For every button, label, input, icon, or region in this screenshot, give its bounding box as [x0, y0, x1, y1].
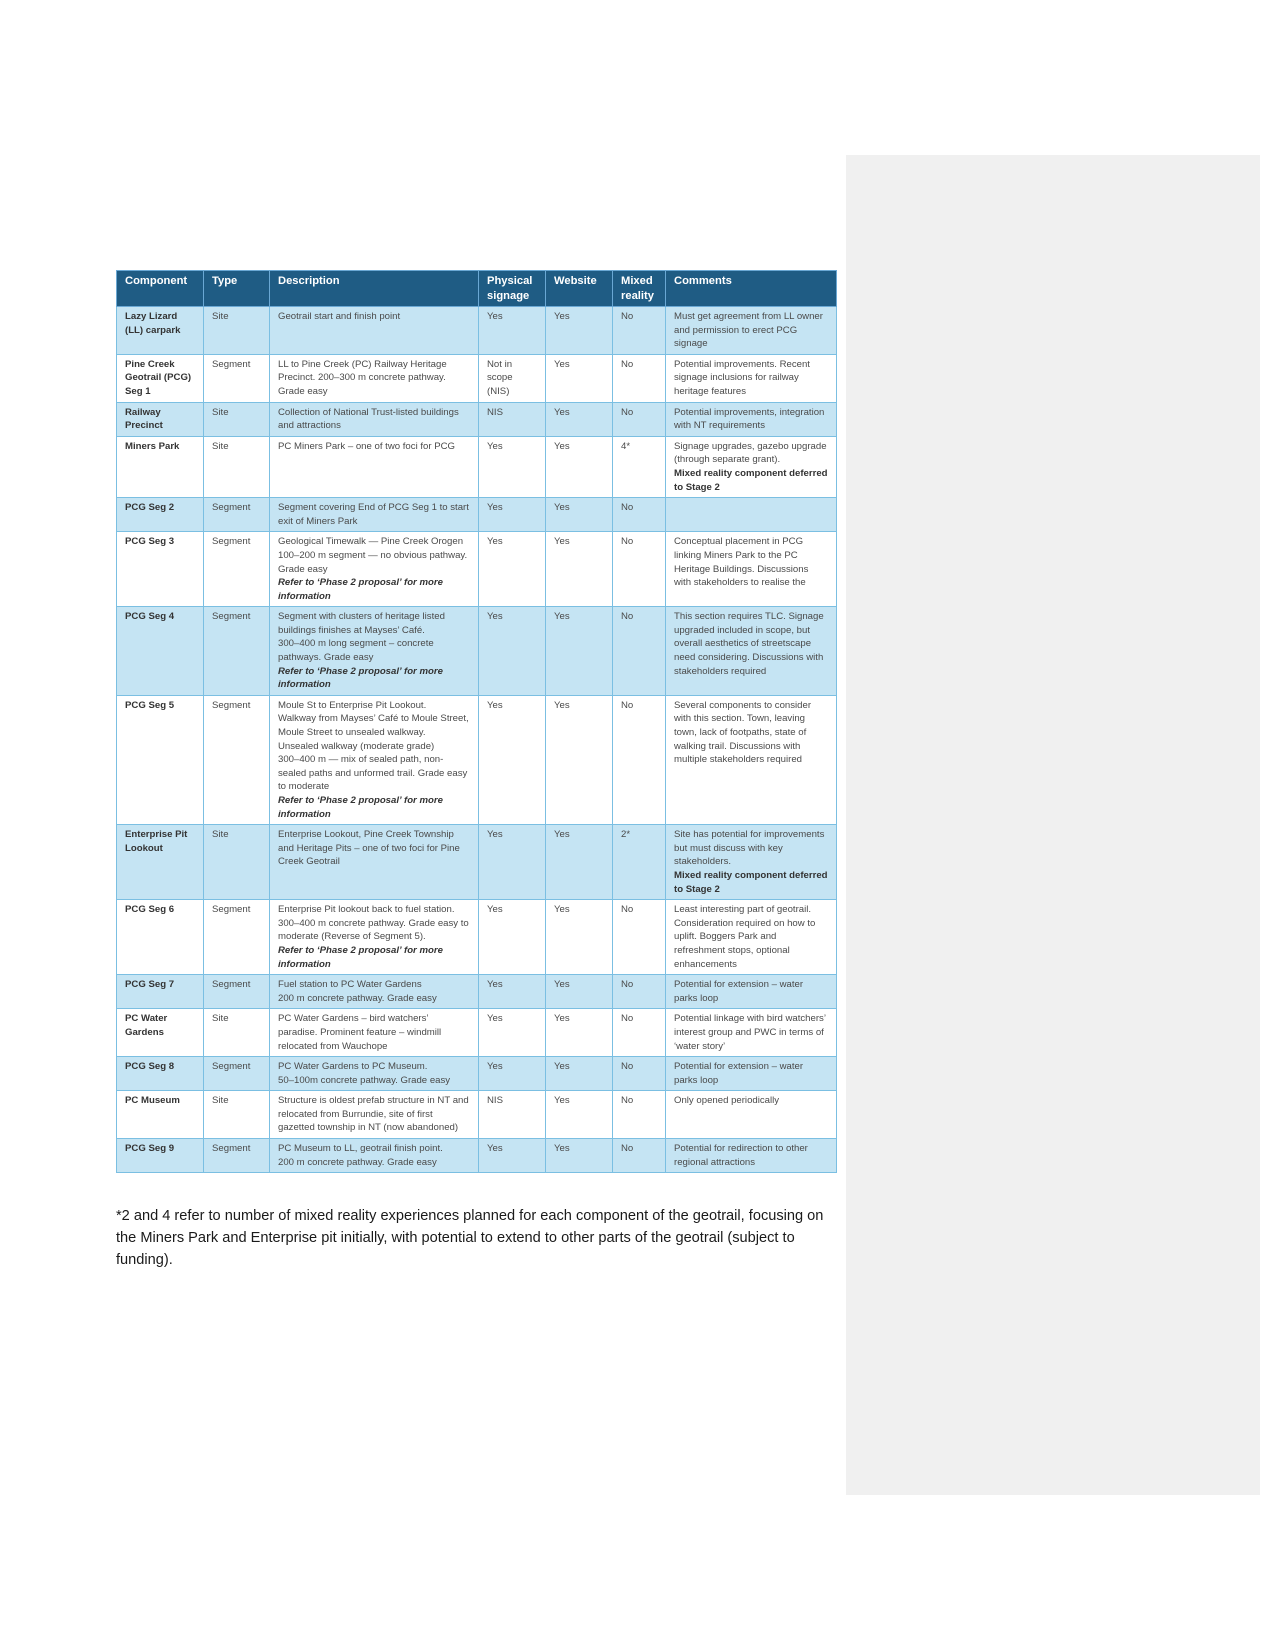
description-line: PC Water Gardens – bird watchers’ paradise. Prominent feature – windmill relocated from Wauchope	[278, 1013, 442, 1052]
comment-line: Potential linkage with bird watchers’ interest group and PWC in terms of ‘water story’	[674, 1013, 826, 1052]
component-cell: Enterprise Pit Lookout	[117, 825, 204, 900]
comment-line: Site has potential for improvements but must discuss with key stakeholders.	[674, 829, 825, 868]
component-cell: Railway Precinct	[117, 402, 204, 436]
mixed-reality-cell: No	[613, 532, 666, 607]
phase-2-reference: Refer to ‘Phase 2 proposal’ for more information	[278, 944, 443, 970]
physical-signage-cell: Not in scope (NIS)	[479, 354, 546, 402]
website-cell: Yes	[546, 307, 613, 355]
table-row	[117, 695, 837, 824]
mixed-reality-cell: No	[613, 900, 666, 975]
description-line: Walkway from Mayses’ Café to Moule Street,	[278, 713, 469, 725]
comment-line: Must get agreement from LL owner and permission to erect PCG signage	[674, 311, 823, 350]
description-line: Enterprise Lookout, Pine Creek Township and Heritage Pits – one of two foci for Pine Creek Geotrail	[278, 829, 460, 868]
geotrail-components-table	[116, 270, 837, 1173]
mixed-reality-deferred-note: Mixed reality component deferred to Stage 2	[674, 869, 828, 895]
physical-signage-cell: Yes	[479, 532, 546, 607]
component-cell: Pine Creek Geotrail (PCG) Seg 1	[117, 354, 204, 402]
table-row	[117, 900, 837, 975]
table-header-row	[117, 271, 837, 307]
phase-2-reference: Refer to ‘Phase 2 proposal’ for more information	[278, 795, 443, 820]
component-cell: PCG Seg 3	[117, 532, 204, 607]
description-line: Segment covering End of PCG Seg 1 to start exit of Miners Park	[278, 502, 469, 527]
type-cell: Segment	[204, 532, 270, 607]
table-row	[117, 498, 837, 532]
table-body	[117, 307, 837, 1173]
header-mixed-reality: Mixed reality	[613, 271, 666, 307]
website-cell: Yes	[546, 436, 613, 497]
description-line: Fuel station to PC Water Gardens	[278, 979, 422, 991]
component-cell: Miners Park	[117, 436, 204, 497]
table-row	[117, 354, 837, 402]
comment-line: Conceptual placement in PCG linking Miners Park to the PC Heritage Buildings. Discussions with stakeholders to realise the	[674, 536, 809, 589]
description-line: PC Museum to LL, geotrail finish point.	[278, 1143, 443, 1155]
website-cell: Yes	[546, 975, 613, 1009]
website-cell: Yes	[546, 607, 613, 696]
description-cell	[270, 1057, 479, 1091]
mixed-reality-cell: 4*	[613, 436, 666, 497]
component-cell: PCG Seg 9	[117, 1139, 204, 1173]
physical-signage-cell: Yes	[479, 607, 546, 696]
comment-line: Potential for extension – water parks loop	[674, 979, 804, 1004]
comments-cell	[666, 900, 837, 975]
comment-line: Potential for redirection to other regional attractions	[674, 1143, 808, 1168]
header-website: Website	[546, 271, 613, 307]
type-cell: Site	[204, 307, 270, 355]
physical-signage-cell: Yes	[479, 825, 546, 900]
table-row	[117, 532, 837, 607]
description-line: PC Miners Park – one of two foci for PCG	[278, 440, 456, 452]
header-component: Component	[117, 271, 204, 307]
website-cell: Yes	[546, 532, 613, 607]
physical-signage-cell: Yes	[479, 975, 546, 1009]
comment-line: Potential for extension – water parks loop	[674, 1061, 804, 1086]
mixed-reality-cell: No	[613, 354, 666, 402]
comments-cell	[666, 1091, 837, 1139]
footnote: *2 and 4 refer to number of mixed reality experiences planned for each component of the geotrail, focusing on the Miners Park and Enterprise pit initially, with potential to extend to other parts of the geotrail (subject to funding).	[116, 1208, 824, 1268]
description-line: Geological Timewalk — Pine Creek Orogen	[278, 536, 464, 548]
description-line: 100–200 m segment — no obvious pathway. Grade easy	[278, 549, 468, 575]
website-cell: Yes	[546, 1009, 613, 1057]
type-cell: Site	[204, 402, 270, 436]
component-cell: Lazy Lizard (LL) carpark	[117, 307, 204, 355]
description-cell	[270, 402, 479, 436]
comment-line: Potential improvements, integration with NT requirements	[674, 406, 825, 432]
description-line: 300–400 m long segment – concrete pathways. Grade easy	[278, 638, 434, 664]
physical-signage-cell: NIS	[479, 402, 546, 436]
description-line: 200 m concrete pathway. Grade easy	[278, 992, 437, 1004]
geotrail-components-table-wrap	[116, 270, 836, 1173]
comments-cell	[666, 975, 837, 1009]
type-cell: Site	[204, 825, 270, 900]
type-cell: Site	[204, 1091, 270, 1139]
description-cell	[270, 695, 479, 824]
description-line: Collection of National Trust-listed buildings and attractions	[278, 406, 459, 432]
comment-line: Only opened periodically	[674, 1095, 780, 1107]
type-cell: Segment	[204, 900, 270, 975]
description-cell	[270, 1091, 479, 1139]
header-comments: Comments	[666, 271, 837, 307]
comments-cell	[666, 436, 837, 497]
component-cell: PCG Seg 6	[117, 900, 204, 975]
table-row	[117, 307, 837, 355]
description-line: Moule St to Enterprise Pit Lookout.	[278, 699, 427, 711]
table-row	[117, 607, 837, 696]
comments-cell	[666, 498, 837, 532]
type-cell: Segment	[204, 498, 270, 532]
mixed-reality-cell: No	[613, 695, 666, 824]
comments-cell	[666, 307, 837, 355]
header-physical-signage: Physical signage	[479, 271, 546, 307]
comments-cell	[666, 1139, 837, 1173]
website-cell: Yes	[546, 825, 613, 900]
description-cell	[270, 436, 479, 497]
mixed-reality-cell: No	[613, 1139, 666, 1173]
description-cell	[270, 307, 479, 355]
description-cell	[270, 1139, 479, 1173]
description-line: 300–400 m — mix of sealed path, non-sealed paths and unformed trail. Grade easy to moderate	[278, 754, 468, 793]
physical-signage-cell: Yes	[479, 498, 546, 532]
header-type: Type	[204, 271, 270, 307]
description-line: Enterprise Pit lookout back to fuel station.	[278, 904, 455, 916]
component-cell: PC Museum	[117, 1091, 204, 1139]
description-cell	[270, 1009, 479, 1057]
table-row	[117, 436, 837, 497]
physical-signage-cell: Yes	[479, 1057, 546, 1091]
description-cell	[270, 354, 479, 402]
comment-pane	[846, 155, 1260, 1495]
physical-signage-cell: Yes	[479, 900, 546, 975]
physical-signage-cell: Yes	[479, 695, 546, 824]
mixed-reality-cell: No	[613, 1057, 666, 1091]
website-cell: Yes	[546, 1091, 613, 1139]
comment-line: Signage upgrades, gazebo upgrade (through separate grant).	[674, 440, 827, 466]
comments-cell	[666, 825, 837, 900]
mixed-reality-cell: No	[613, 307, 666, 355]
physical-signage-cell: Yes	[479, 436, 546, 497]
comments-cell	[666, 354, 837, 402]
comments-cell	[666, 1009, 837, 1057]
comments-cell	[666, 402, 837, 436]
description-line: 200 m concrete pathway. Grade easy	[278, 1156, 437, 1168]
comment-line: Least interesting part of geotrail. Consideration required on how to uplift. Boggers Park and refreshment stops, optional enhancements	[674, 904, 816, 970]
type-cell: Segment	[204, 1057, 270, 1091]
component-cell: PCG Seg 4	[117, 607, 204, 696]
comment-line: Potential improvements. Recent signage inclusions for railway heritage features	[674, 358, 810, 397]
description-cell	[270, 975, 479, 1009]
type-cell: Site	[204, 1009, 270, 1057]
description-line: 300–400 m concrete pathway. Grade easy to moderate (Reverse of Segment 5).	[278, 917, 469, 943]
mixed-reality-cell: No	[613, 498, 666, 532]
description-line: Segment with clusters of heritage listed buildings finishes at Mayses’ Café.	[278, 611, 445, 636]
description-cell	[270, 532, 479, 607]
type-cell: Segment	[204, 975, 270, 1009]
component-cell: PCG Seg 2	[117, 498, 204, 532]
comments-cell	[666, 532, 837, 607]
mixed-reality-cell: No	[613, 975, 666, 1009]
website-cell: Yes	[546, 695, 613, 824]
component-cell: PCG Seg 5	[117, 695, 204, 824]
description-cell	[270, 825, 479, 900]
comments-cell	[666, 695, 837, 824]
table-row	[117, 825, 837, 900]
component-cell: PCG Seg 8	[117, 1057, 204, 1091]
description-cell	[270, 607, 479, 696]
physical-signage-cell: Yes	[479, 307, 546, 355]
comment-line: Several components to consider with this section. Town, leaving town, lack of footpaths, state of walking trail. Discussions with multiple stakeholders required	[674, 699, 812, 766]
description-line: Structure is oldest prefab structure in NT and relocated from Burrundie, site of first gazetted township in NT (now abandoned)	[278, 1095, 469, 1134]
description-line: LL to Pine Creek (PC) Railway Heritage Precinct. 200–300 m concrete pathway. Grade easy	[278, 358, 447, 397]
physical-signage-cell: NIS	[479, 1091, 546, 1139]
table-row	[117, 1139, 837, 1173]
table-row	[117, 1009, 837, 1057]
description-line: PC Water Gardens to PC Museum.	[278, 1061, 428, 1073]
comments-cell	[666, 1057, 837, 1091]
website-cell: Yes	[546, 354, 613, 402]
type-cell: Segment	[204, 1139, 270, 1173]
type-cell: Segment	[204, 695, 270, 824]
header-description: Description	[270, 271, 479, 307]
component-cell: PCG Seg 7	[117, 975, 204, 1009]
description-cell	[270, 498, 479, 532]
phase-2-reference: Refer to ‘Phase 2 proposal’ for more information	[278, 665, 443, 691]
type-cell: Site	[204, 436, 270, 497]
mixed-reality-cell: 2*	[613, 825, 666, 900]
website-cell: Yes	[546, 498, 613, 532]
mixed-reality-cell: No	[613, 1091, 666, 1139]
mixed-reality-cell: No	[613, 607, 666, 696]
phase-2-reference: Refer to ‘Phase 2 proposal’ for more information	[278, 577, 443, 602]
type-cell: Segment	[204, 607, 270, 696]
table-row	[117, 975, 837, 1009]
website-cell: Yes	[546, 1139, 613, 1173]
website-cell: Yes	[546, 402, 613, 436]
table-row	[117, 1091, 837, 1139]
table-row	[117, 1057, 837, 1091]
table-row	[117, 402, 837, 436]
physical-signage-cell: Yes	[479, 1139, 546, 1173]
description-line: Geotrail start and finish point	[278, 311, 401, 322]
mixed-reality-cell: No	[613, 402, 666, 436]
comments-cell	[666, 607, 837, 696]
description-cell	[270, 900, 479, 975]
type-cell: Segment	[204, 354, 270, 402]
description-line: Unsealed walkway (moderate grade)	[278, 740, 435, 752]
mixed-reality-deferred-note: Mixed reality component deferred to Stage 2	[674, 467, 828, 493]
physical-signage-cell: Yes	[479, 1009, 546, 1057]
website-cell: Yes	[546, 1057, 613, 1091]
website-cell: Yes	[546, 900, 613, 975]
comment-line: This section requires TLC. Signage upgraded included in scope, but overall aesthetics of streetscape need considering. Discussions with stakeholders required	[674, 611, 824, 677]
description-line: Moule Street to unsealed walkway.	[278, 727, 426, 739]
description-line: 50–100m concrete pathway. Grade easy	[278, 1074, 451, 1086]
mixed-reality-cell: No	[613, 1009, 666, 1057]
component-cell: PC Water Gardens	[117, 1009, 204, 1057]
